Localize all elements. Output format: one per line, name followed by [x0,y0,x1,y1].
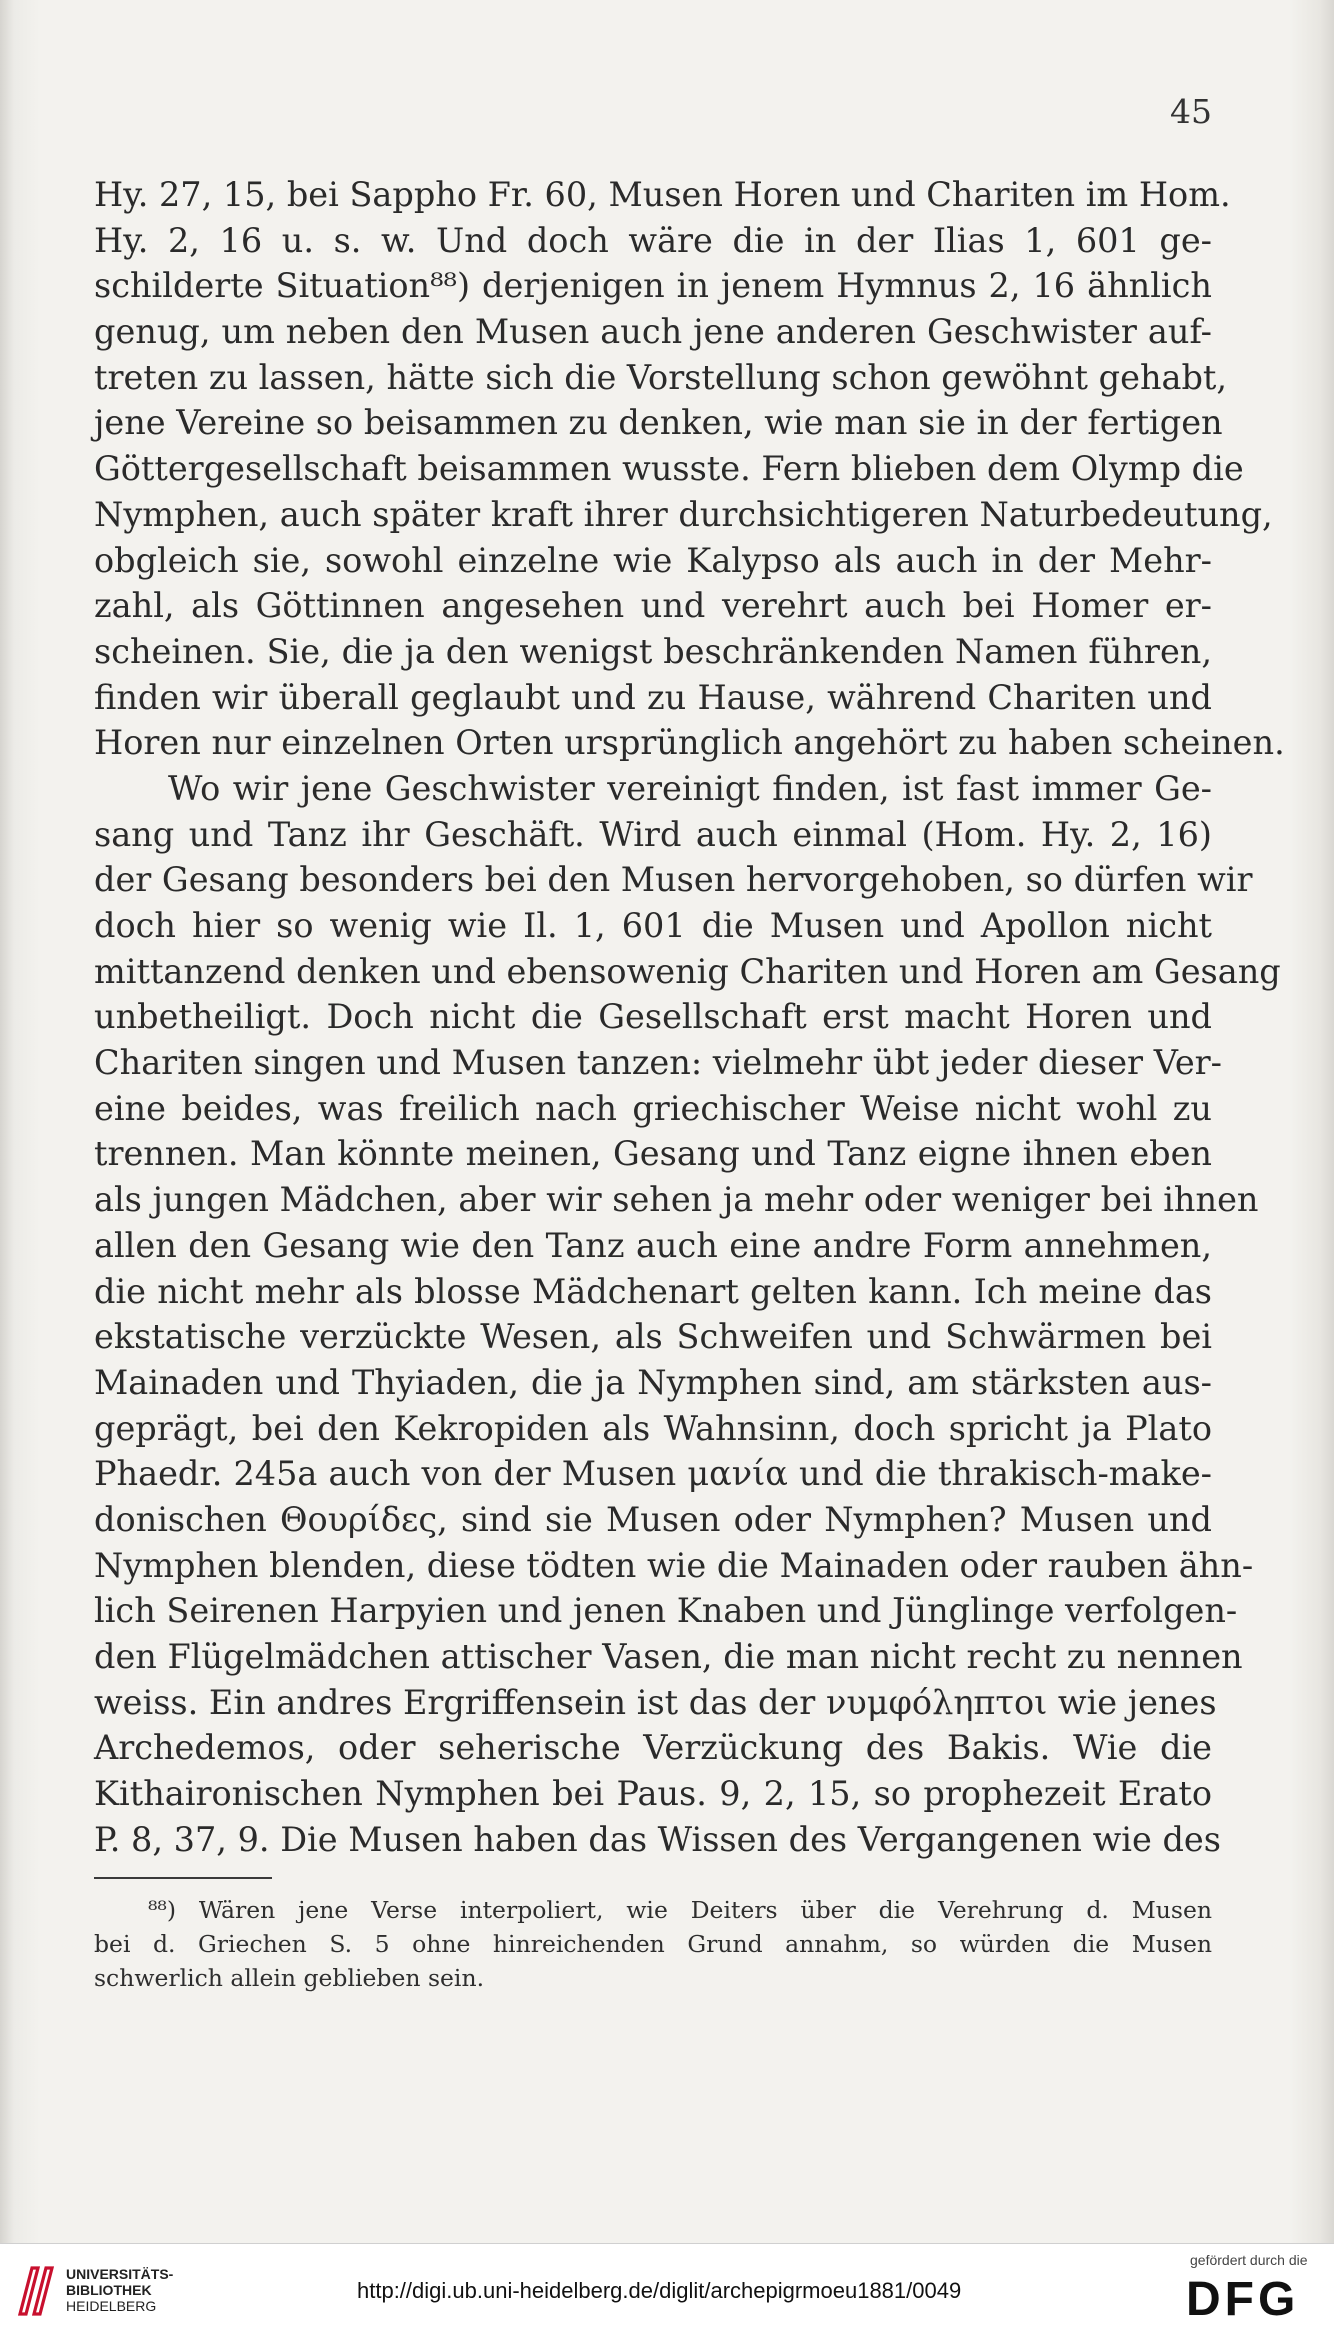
dfg-logo: DFG [1186,2273,1300,2326]
text-line: eine beides, was freilich nach griechischer Weise nicht wohl zu [94,1088,1212,1128]
text-line: der Gesang besonders bei den Musen hervorgehoben, so dürfen wir [94,860,1253,900]
text-line: geprägt, bei den Kekropiden als Wahnsinn, doch spricht ja Plato [94,1408,1212,1448]
university-library-logo-icon [14,2262,56,2318]
text-line: lich Seirenen Harpyien und jenen Knaben und Jünglinge verfolgen- [94,1591,1238,1631]
text-line: mittanzend denken und ebensowenig Chariten und Horen am Gesang [94,951,1281,991]
text-line: Chariten singen und Musen tanzen: vielmehr übt jeder dieser Ver- [94,1043,1222,1083]
text-line: Mainaden und Thyiaden, die ja Nymphen sind, am stärksten aus- [94,1362,1212,1402]
text-line: scheinen. Sie, die ja den wenigst beschränkenden Namen führen, [94,631,1212,671]
text-line: Nymphen, auch später kraft ihrer durchsichtigeren Naturbedeutung, [94,494,1273,534]
text-line: schilderte Situation⁸⁸) derjenigen in jenem Hymnus 2, 16 ähnlich [94,266,1212,306]
text-line: Archedemos, oder seherische Verzückung des Bakis. Wie die [94,1728,1212,1768]
text-line: doch hier so wenig wie Il. 1, 601 die Musen und Apollon nicht [94,906,1212,945]
library-name-line-2: BIBLIOTHEK [66,2282,152,2298]
text-line: sang und Tanz ihr Geschäft. Wird auch einmal (Hom. Hy. 2, 16) [94,814,1212,854]
library-name-line-3: HEIDELBERG [66,2298,157,2314]
text-line: finden wir überall geglaubt und zu Hause, während Chariten und [94,677,1212,717]
paragraph-end-line: Horen nur einzelnen Orten ursprünglich angehört zu haben scheinen. [94,723,1285,763]
footnote-line: schwerlich allein geblieben sein. [94,1964,485,1992]
logo-strokes [20,2268,52,2314]
page-number: 45 [1170,92,1212,131]
funding-caption: gefördert durch die [1190,2252,1308,2268]
library-name-line-1: UNIVERSITÄTS- [66,2266,174,2282]
permalink-url[interactable]: http://digi.ub.uni-heidelberg.de/diglit/archepigrmoeu1881/0049 [357,2278,962,2303]
text-line: Hy. 27, 15, bei Sappho Fr. 60, Musen Horen und Chariten im Hom. [94,175,1231,214]
paragraph-start-line: Wo wir jene Geschwister vereinigt finden, ist fast immer Ge- [168,768,1212,808]
footnote [94,1893,1212,1995]
text-line: allen den Gesang wie den Tanz auch eine andre Form annehmen, [94,1225,1212,1265]
text-line: den Flügelmädchen attischer Vasen, die man nicht recht zu nennen [94,1637,1243,1676]
text-line: ekstatische verzückte Wesen, als Schweifen und Schwärmen bei [94,1317,1212,1357]
text-line: Phaedr. 245a auch von der Musen μανία und die thrakisch-make- [94,1454,1212,1494]
text-line: als jungen Mädchen, aber wir sehen ja mehr oder weniger bei ihnen [94,1180,1259,1220]
text-line: zahl, als Göttinnen angesehen und verehrt auch bei Homer er- [94,586,1212,626]
text-line: obgleich sie, sowohl einzelne wie Kalypso als auch in der Mehr- [94,540,1212,580]
text-line: Hy. 2, 16 u. s. w. Und doch wäre die in der Ilias 1, 601 ge- [94,220,1212,260]
library-name [66,2266,173,2314]
footnote-divider [94,1877,272,1879]
text-line: die nicht mehr als blosse Mädchenart gelten kann. Ich meine das [94,1271,1212,1311]
text-line: trennen. Man könnte meinen, Gesang und Tanz eigne ihnen eben [94,1134,1212,1174]
text-line: Kithaironischen Nymphen bei Paus. 9, 2, 15, so prophezeit Erato [94,1774,1212,1814]
text-line: Göttergesellschaft beisammen wusste. Fern blieben dem Olymp die [94,449,1244,489]
footnote-line: ⁸⁸) Wären jene Verse interpoliert, wie Deiters über die Verehrung d. Musen [148,1896,1212,1924]
footnote-line: bei d. Griechen S. 5 ohne hinreichenden Grund annahm, so würden die Musen [94,1930,1212,1958]
text-line: genug, um neben den Musen auch jene anderen Geschwister auf- [94,312,1212,352]
text-line: weiss. Ein andres Ergriffensein ist das der νυμφόληπτοι wie jenes [94,1682,1217,1722]
text-line: treten zu lassen, hätte sich die Vorstellung schon gewöhnt gehabt, [94,357,1228,397]
text-line: Nymphen blenden, diese tödten wie die Mainaden oder rauben ähn- [94,1545,1254,1585]
text-line: jene Vereine so beisammen zu denken, wie man sie in der fertigen [94,403,1223,443]
text-line: donischen Θουρίδες, sind sie Musen oder Nymphen? Musen und [94,1499,1212,1539]
text-line: P. 8, 37, 9. Die Musen haben das Wissen des Vergangenen wie des [94,1819,1221,1859]
body-text [94,172,1285,1862]
text-line: unbetheiligt. Doch nicht die Gesellschaft erst macht Horen und [94,997,1212,1037]
